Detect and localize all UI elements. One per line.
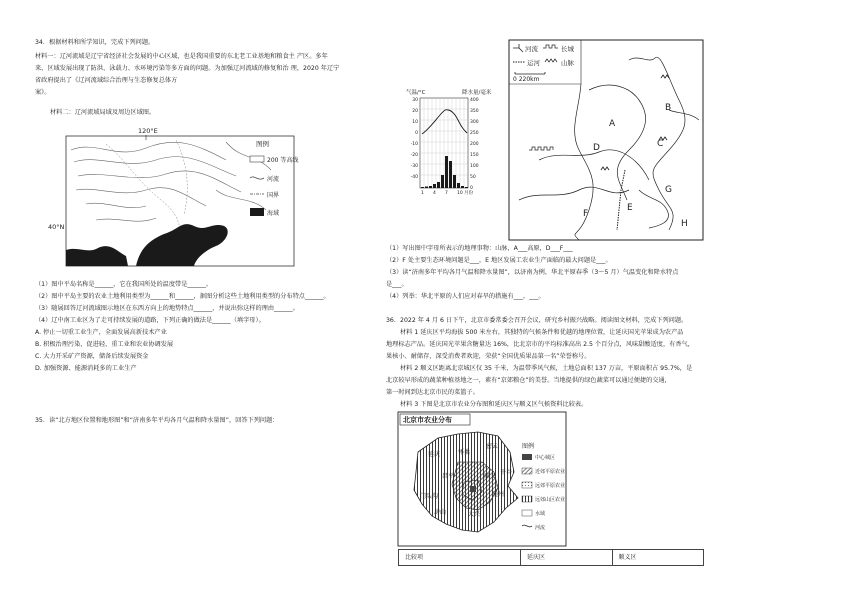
q34-material1-line2: 来，区域发展出现了防洪、泳载力、水环境污染等多方面的问题。为加强辽河流域的修复和治 理，2020 年辽宁 (35, 65, 340, 72)
q36-line2: 材料 1 延庆区平均海拔 500 米左右，其独特的气候条件和优越的地理位置，让延庆国光苹果成为农产品 (400, 329, 684, 336)
temp-tick: 30 (412, 98, 418, 103)
temp-axis-label: 气温/°C (406, 90, 426, 96)
map-letter-a: A (609, 119, 616, 129)
month-label: 1 (421, 191, 424, 196)
precip-tick: 400 (470, 98, 479, 103)
district-daxing: 大兴 (468, 511, 481, 518)
q35-sub3b: 是___。 (386, 281, 408, 288)
map-letter-g: G (665, 185, 672, 195)
q35-sub3: （3）读“济南多年平均各月气温和降水量图”，以济南为例，华北平原春季（3～5 月）气温变化和降水特点 (386, 269, 679, 276)
legend-mountain-agri: 远郊山区农业 (535, 497, 566, 503)
q36-line8: 材料 3 下图是北京市农业分布图和延庆区与顺义区气候资料比较表。 (400, 401, 588, 408)
q36-line3: 地理标志产品。延庆国光苹果含糖量达 16%，比北京市的平均标准高出 2.5 个百分点，风味甜酸适度，有香气， (386, 341, 694, 348)
latitude-label: 40°N (48, 223, 65, 231)
legend-contour: 200 等高线 (267, 157, 299, 164)
q36-line7: 第一时间到达北京市民的菜篮子。 (386, 389, 479, 396)
precip-axis-label: 降水量/毫米 (462, 90, 492, 96)
precip-tick: 300 (470, 120, 479, 125)
map-letter-f: F (583, 209, 589, 219)
precip-tick: 250 (470, 131, 479, 136)
q35-sub2: （2）F 处主要生态环境问题是___，E 地区发展工农业生产面临的最大问题是___。 (386, 257, 612, 264)
map-letter-e: E (627, 203, 633, 213)
legend-water: 水域 (535, 511, 546, 517)
beijing-map-title: 北京市农业分布 (403, 416, 452, 424)
q36-line4: 果核小、耐储存，深受消费者欢迎，荣获“全国优质果品第一名”荣誉称号。 (386, 353, 591, 360)
table-header-yanqing: 延庆区 (521, 550, 613, 566)
precip-tick: 200 (470, 142, 479, 147)
table-row (399, 550, 704, 566)
legend-border: 国界 (267, 192, 280, 199)
precip-tick: 150 (470, 153, 479, 158)
q34-option-a: A. 停止一切重工业生产，全面发展高新技术产业 (35, 329, 167, 336)
temp-tick: 20 (412, 109, 418, 114)
district-miyun: 密云 (486, 443, 499, 450)
map-letter-d: D (593, 143, 600, 153)
district-mentougou: 门头沟 (420, 493, 439, 500)
longitude-label: 120°E (138, 127, 158, 135)
temp-tick: -40 (410, 175, 418, 180)
district-pinggu: 平谷 (500, 469, 513, 476)
q34-sub1: （1）图中平岛名称是______，它在我国所处的温度带是______。 (35, 281, 213, 288)
q34-sub2: （2）图中平岛主要的农业土地利用类型为______和______，据图分析这些土地利用类型的分布特点______。 (35, 293, 330, 300)
legend-near-plain: 近郊平原农业 (535, 469, 566, 475)
temp-tick: 10 (412, 120, 418, 125)
district-yanqing: 延庆 (428, 451, 441, 458)
temp-tick: -20 (410, 153, 418, 158)
precip-tick: 350 (470, 109, 479, 114)
map-letter-c: C (657, 139, 664, 149)
q36-line5: 材料 2 顺义区距离北京城区仅 35 千米，为温带季风气候，土地总面积 137 万亩，平原面积占 95.7%，是 (400, 365, 693, 372)
district-shunyi: 顺义 (484, 473, 497, 480)
q34-material1-line1: 材料一：辽河流域是辽宁省经济社会发展的中心区域，也是我国重要的东北老工业基地和粮食主 产区。多年 (35, 53, 328, 60)
q35-sub4: （4）列举：华北平原的人们应对春旱的措施有___，___。 (386, 293, 545, 300)
q34-material2: 材料二：辽河流域局域及周边区域图。 (50, 109, 156, 116)
legend-scale: 0 220km (513, 76, 540, 83)
temp-tick: -10 (410, 142, 418, 147)
q35-sub1: （1）写出图中字母所表示的地理事物：山脉，A___高原，D___F___ (386, 245, 573, 252)
month-label: 10 月份 (457, 191, 474, 196)
beijing-legend-title: 图例 (522, 443, 535, 450)
legend-canal-label: 运河 (527, 59, 540, 67)
q36-line6: 北京较早形成的蔬菜种植基地之一，素有“京郊粮仓”的美誉。当地提供的绿色蔬菜可以通过便捷的交通， (386, 377, 671, 384)
q34-material1-line4: 案》。 (35, 89, 51, 96)
legend-river: 河流 (267, 176, 280, 183)
temp-tick: -30 (410, 164, 418, 169)
legend-wall-label: 长城 (561, 45, 574, 53)
map-letter-h: H (681, 219, 688, 229)
month-label: 4 (433, 191, 436, 196)
precip-tick: 0 (470, 186, 473, 191)
q34-sub4: （4）辽中南工业区为了走可持续发展的道路，下列正确的做法是______（填字母）。 (35, 317, 265, 324)
q34-option-c: C. 大力开采矿产资源，储备后续发展资金 (35, 353, 149, 360)
table-header-item: 比较项 (399, 550, 521, 566)
district-changping: 昌平 (442, 473, 455, 480)
q34-title: 34．根据材料和所学知识，完成下列问题。 (35, 39, 155, 46)
comparison-table (398, 549, 704, 566)
table-header-shunyi: 顺义区 (612, 550, 704, 566)
district-fangshan: 房山 (434, 509, 447, 516)
map-letter-b: B (665, 103, 672, 113)
temp-tick: 0 (415, 131, 418, 136)
legend-river-label: 河流 (525, 45, 538, 53)
legend-far-plain: 远郊平原农业 (535, 483, 566, 489)
precip-tick: 50 (470, 175, 476, 180)
precip-tick: 100 (470, 164, 479, 169)
legend-center: 中心城区 (535, 455, 556, 461)
legend-sea: 海域 (267, 210, 280, 217)
q36-line1: 36．2022 年 4 月 6 日下午，北京市委常委会召开会议，研究乡村振兴战略。阅读图文材料，完成下列问题。 (386, 317, 688, 324)
q34-option-d: D. 加强资源、能源消耗多的工业生产 (35, 365, 137, 372)
legend-river-bj: 河流 (535, 525, 546, 531)
legend-mountain-label: 山脉 (561, 59, 574, 67)
month-label: 7 (445, 191, 448, 196)
q34-sub3: （3）随展回答辽河流域图示地区在东西方向上的地势特点______，并说出弥这样的理由______。 (35, 305, 299, 312)
q34-material1-line3: 省政府提出了《辽河流域综合治理与生态修复总体方 (35, 77, 178, 84)
q35-title: 35．读“北方地区位置和地形图”和“济南多年平均各月气温和降水量图”，回答下列问题： (35, 417, 279, 424)
legend-title: 图例 (256, 140, 269, 148)
q34-option-b: B. 积极治理污染，促进轻、重工业和农业协调发展 (35, 341, 174, 348)
district-huairou: 怀柔 (458, 449, 471, 456)
district-tongzhou: 通州 (492, 491, 505, 498)
